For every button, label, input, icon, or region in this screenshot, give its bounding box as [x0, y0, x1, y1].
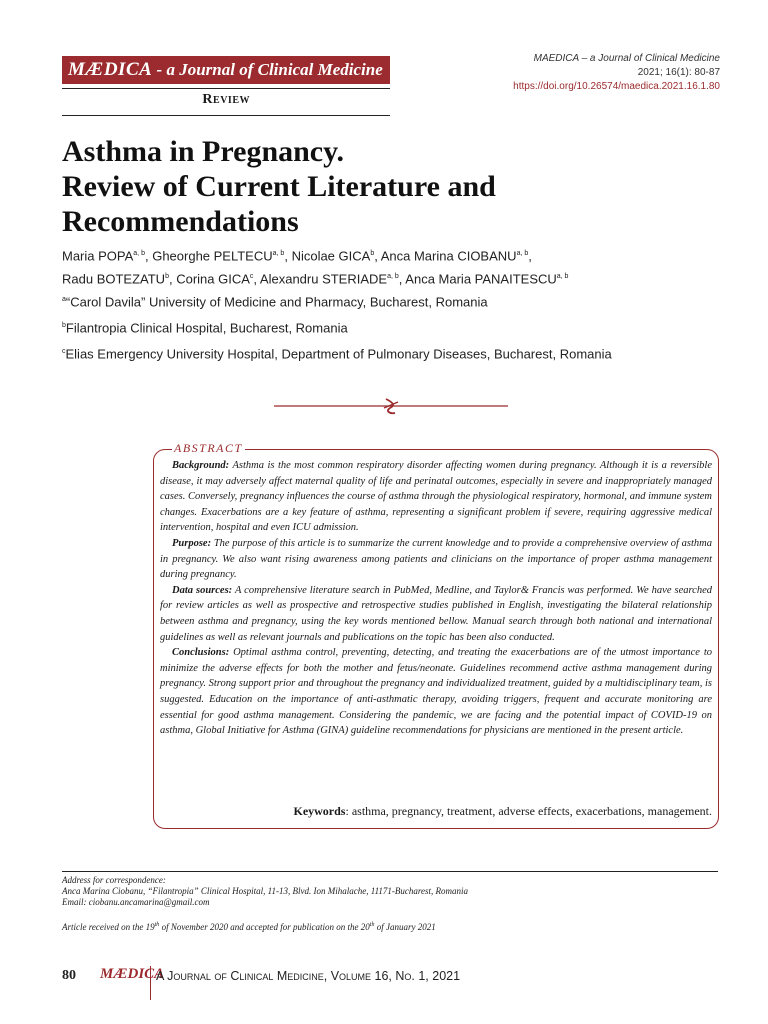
abstract-paragraph — [160, 645, 712, 739]
received-text-b: of November 2020 and accepted for publication on the 20 — [159, 922, 370, 932]
keywords-label: Keywords — [293, 804, 346, 818]
author-name: Anca Marina CIOBANU — [380, 248, 517, 264]
abstract-label: ABSTRACT — [174, 441, 243, 455]
author-sup: a, b — [133, 250, 145, 257]
author-sup: a, b — [387, 273, 399, 281]
received-text-a: Article received on the 19 — [62, 922, 155, 932]
header-rule-top — [62, 88, 390, 89]
citation-issue: 2021; 16(1): 80-87 — [637, 67, 720, 78]
author-sup: b — [165, 273, 169, 281]
title-line-3: Recommendations — [62, 205, 299, 238]
author-name: Radu BOTEZATU — [62, 271, 166, 287]
author-sup: a, b — [516, 250, 529, 257]
title-line-2: Review of Current Literature and — [62, 170, 496, 203]
author-list: Maria POPA$^{a, b}$, Gheorghe PELTECU$^{a, b}$, Nicolae GICA$^b$, Anca Marina CIOBANU$^{a, b}$, Radu BOTEZATU$^b$, Corina GICA$^c$, Alexandru STERIADE$^{a, b}$, Anca Maria PANAITESCU$^{a, b}$ — [62, 248, 569, 287]
abstract-paragraph — [160, 583, 712, 645]
author-name: Maria POPA — [62, 248, 134, 264]
keywords — [160, 804, 712, 819]
author-name: Alexandru STERIADE — [259, 271, 388, 287]
abstract-body — [160, 458, 712, 739]
author-sup: a, b — [556, 273, 569, 281]
article-title — [62, 134, 702, 239]
doi-link[interactable]: https://doi.org/10.26574/maedica.2021.16.1.80 — [513, 81, 720, 92]
page-number: 80 — [62, 968, 76, 983]
abstract-heading: Conclusions: — [172, 647, 230, 659]
correspondence-address: Anca Marina Ciobanu, “Filantropia” Clinical Hospital, 11-13, Blvd. Ion Mihalache, 11171-Bucharest, Romania — [62, 886, 469, 896]
abstract-heading: Data sources: — [172, 584, 233, 596]
received-sup-1: th — [154, 922, 160, 928]
correspondence-label: Address for correspondence: — [62, 875, 166, 885]
received-dates — [62, 922, 436, 932]
affiliation-text: Elias Emergency University Hospital, Department of Pulmonary Diseases, Bucharest, Romania — [65, 346, 612, 362]
affiliation — [62, 289, 622, 312]
author-sup: c — [249, 273, 254, 281]
banner-text: - a Journal of Clinical Medicine — [152, 60, 383, 79]
journal-banner — [62, 56, 390, 84]
abstract-paragraph — [160, 458, 712, 536]
abstract-heading: Background: — [172, 460, 230, 471]
author-name: Gheorghe PELTECU — [152, 248, 273, 264]
author-sup: b — [370, 250, 375, 257]
affiliation-sup: b — [62, 322, 66, 329]
affiliation — [62, 315, 622, 338]
abstract-paragraph-text: The purpose of this article is to summarize the current knowledge and to provide a comprehensive overview of asthma in pregnancy. We also want rising awareness among patients and clinicians on the importance of proper asthma management during pregnancy. — [160, 537, 713, 581]
banner-brand: MÆDICA — [68, 59, 153, 80]
abstract-heading: Purpose: — [172, 537, 212, 549]
affiliation-sup: a — [62, 296, 66, 303]
author-name: Corina GICA — [176, 271, 250, 287]
footer-journal: A Journal of Clinical Medicine, Volume 16, No. 1, 2021 — [156, 969, 461, 983]
author-name: Anca Maria PANAITESCU — [405, 271, 557, 287]
keywords-text: : asthma, pregnancy, treatment, adverse effects, exacerbations, management. — [345, 804, 712, 818]
footnote-rule — [62, 871, 718, 872]
affiliation-text: “Carol Davila” University of Medicine and Pharmacy, Bucharest, Romania — [65, 294, 488, 310]
section-label: Review — [202, 92, 250, 107]
title-line-1: Asthma in Pregnancy. — [62, 135, 344, 168]
correspondence-email[interactable]: Email: ciobanu.ancamarina@gmail.com — [62, 897, 210, 907]
abstract-paragraph-text: Optimal asthma control, preventing, detecting, and treating the exacerbations are of the utmost importance to minimize the adverse effects for both the mother and fetus/neonate. Guidelines recommend active asthma management during pregnancy. Strong support prior and throughout the pregnancy and individualized treatment, guided by a multidisciplinary team, is suggested. Education on the importance of anti-asthmatic therapy, avoiding triggers, frequent and accurate monitoring are essential for good asthma management. Considering the pandemic, we are facing and the potential impact of COVID-19 on asthma, Global Initiative for Asthma (GINA) guideline recommendations for physicians are mentioned in the present article. — [160, 647, 712, 737]
footer-divider — [150, 966, 151, 1000]
abstract-paragraph — [160, 536, 712, 583]
affiliation — [62, 341, 622, 364]
affiliation-text: Filantropia Clinical Hospital, Bucharest, Romania — [65, 320, 348, 336]
abstract-paragraph-text: A comprehensive literature search in PubMed, Medline, and Taylor& Francis was performed. We have searched for review articles as well as prospective and retrospective studies published in English, investigating the bilateral relationship between asthma and pregnancy, using the key words mentioned bellow. Manual search through both national and international guidelines as well as relevant journals and publications on the topic has been also conducted. — [160, 584, 712, 643]
header-rule-bottom — [62, 115, 390, 116]
received-text-c: of January 2021 — [374, 922, 436, 932]
footer-brand-logo: MÆDICA — [100, 966, 165, 982]
affiliation-sup: c — [62, 348, 66, 355]
abstract-paragraph-text: Asthma is the most common respiratory disorder affecting women during pregnancy. Although it is a reversible disease, it may adversely affect maternal quality of life and perinatal outcomes, especially in severe and inappropriately managed cases. Conversely, pregnancy influences the course of asthma through the physiological respiratory, hormonal, and immune system changes. Exacerbations are a key feature of asthma, representing a significant problem if severe, requiring aggressive medical intervention, hospital and even ICU admission. — [160, 460, 712, 534]
author-name: Nicolae GICA — [291, 248, 371, 264]
citation-journal: MAEDICA – a Journal of Clinical Medicine — [533, 53, 720, 64]
author-sup: a, b — [272, 250, 285, 257]
received-sup-2: th — [369, 922, 375, 928]
ornament-divider — [274, 396, 508, 416]
